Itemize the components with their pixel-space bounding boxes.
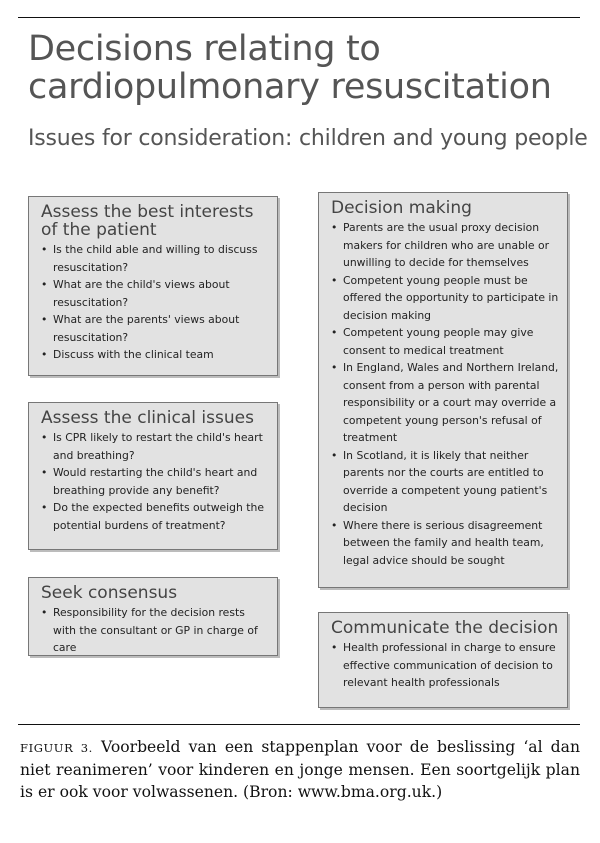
figure-title: Decisions relating to cardiopulmonary resuscitation [28,29,552,107]
box-heading: Communicate the decision [331,618,559,638]
bullet-item: • Is the child able and willing to discuss resuscitation? [41,241,269,276]
caption-text: Voorbeeld van een stappenplan voor de beslissing ‘al dan niet reanimeren’ voor kinderen en jonge mensen. Een soortgelijk plan is er ook voor volwassenen. (Bron: www.bma.org.uk.) [20,738,580,801]
bullet-item: • Where there is serious disagreement between the family and health team, legal advice should be sought [331,517,559,570]
box-decision-making [318,192,568,588]
bullet-item: • Parents are the usual proxy decision makers for children who are unable or unwilling to decide for themselves [331,219,559,272]
bullet-list [41,604,269,657]
bullet-list [41,429,269,534]
box-heading: Seek consensus [41,583,178,603]
box-best-interests [28,196,278,376]
bullet-list [41,241,269,364]
bullet-item: • Discuss with the clinical team [41,346,269,364]
bullet-item: • In Scotland, it is likely that neither parents nor the courts are entitled to override a competent young patient's decision [331,447,559,517]
caption-label: FIGUUR 3. [20,741,93,755]
bullet-item: • Responsibility for the decision rests with the consultant or GP in charge of care [41,604,269,657]
bullet-item: • Is CPR likely to restart the child's heart and breathing? [41,429,269,464]
box-seek-consensus [28,577,278,656]
figure-caption [20,736,580,803]
box-heading: Assess the clinical issues [41,408,254,428]
bullet-list [331,639,559,692]
bullet-item: • What are the child's views about resuscitation? [41,276,269,311]
bullet-item: • In England, Wales and Northern Ireland, consent from a person with parental responsibility or a court may override a competent young person's refusal of treatment [331,359,559,447]
box-communicate-decision [318,612,568,708]
bullet-item: • What are the parents' views about resuscitation? [41,311,269,346]
bullet-item: • Do the expected benefits outweigh the potential burdens of treatment? [41,499,269,534]
box-heading: Decision making [331,198,472,218]
bottom-rule [18,724,580,725]
box-heading: Assess the best interests of the patient [41,202,254,240]
box-clinical-issues [28,402,278,550]
bullet-item: • Health professional in charge to ensure effective communication of decision to relevant health professionals [331,639,559,692]
bullet-item: • Competent young people must be offered the opportunity to participate in decision making [331,272,559,325]
bullet-list [331,219,559,569]
figure-subtitle: Issues for consideration: children and young people [28,126,588,151]
bullet-item: • Would restarting the child's heart and breathing provide any benefit? [41,464,269,499]
bullet-item: • Competent young people may give consent to medical treatment [331,324,559,359]
top-rule [18,17,580,18]
